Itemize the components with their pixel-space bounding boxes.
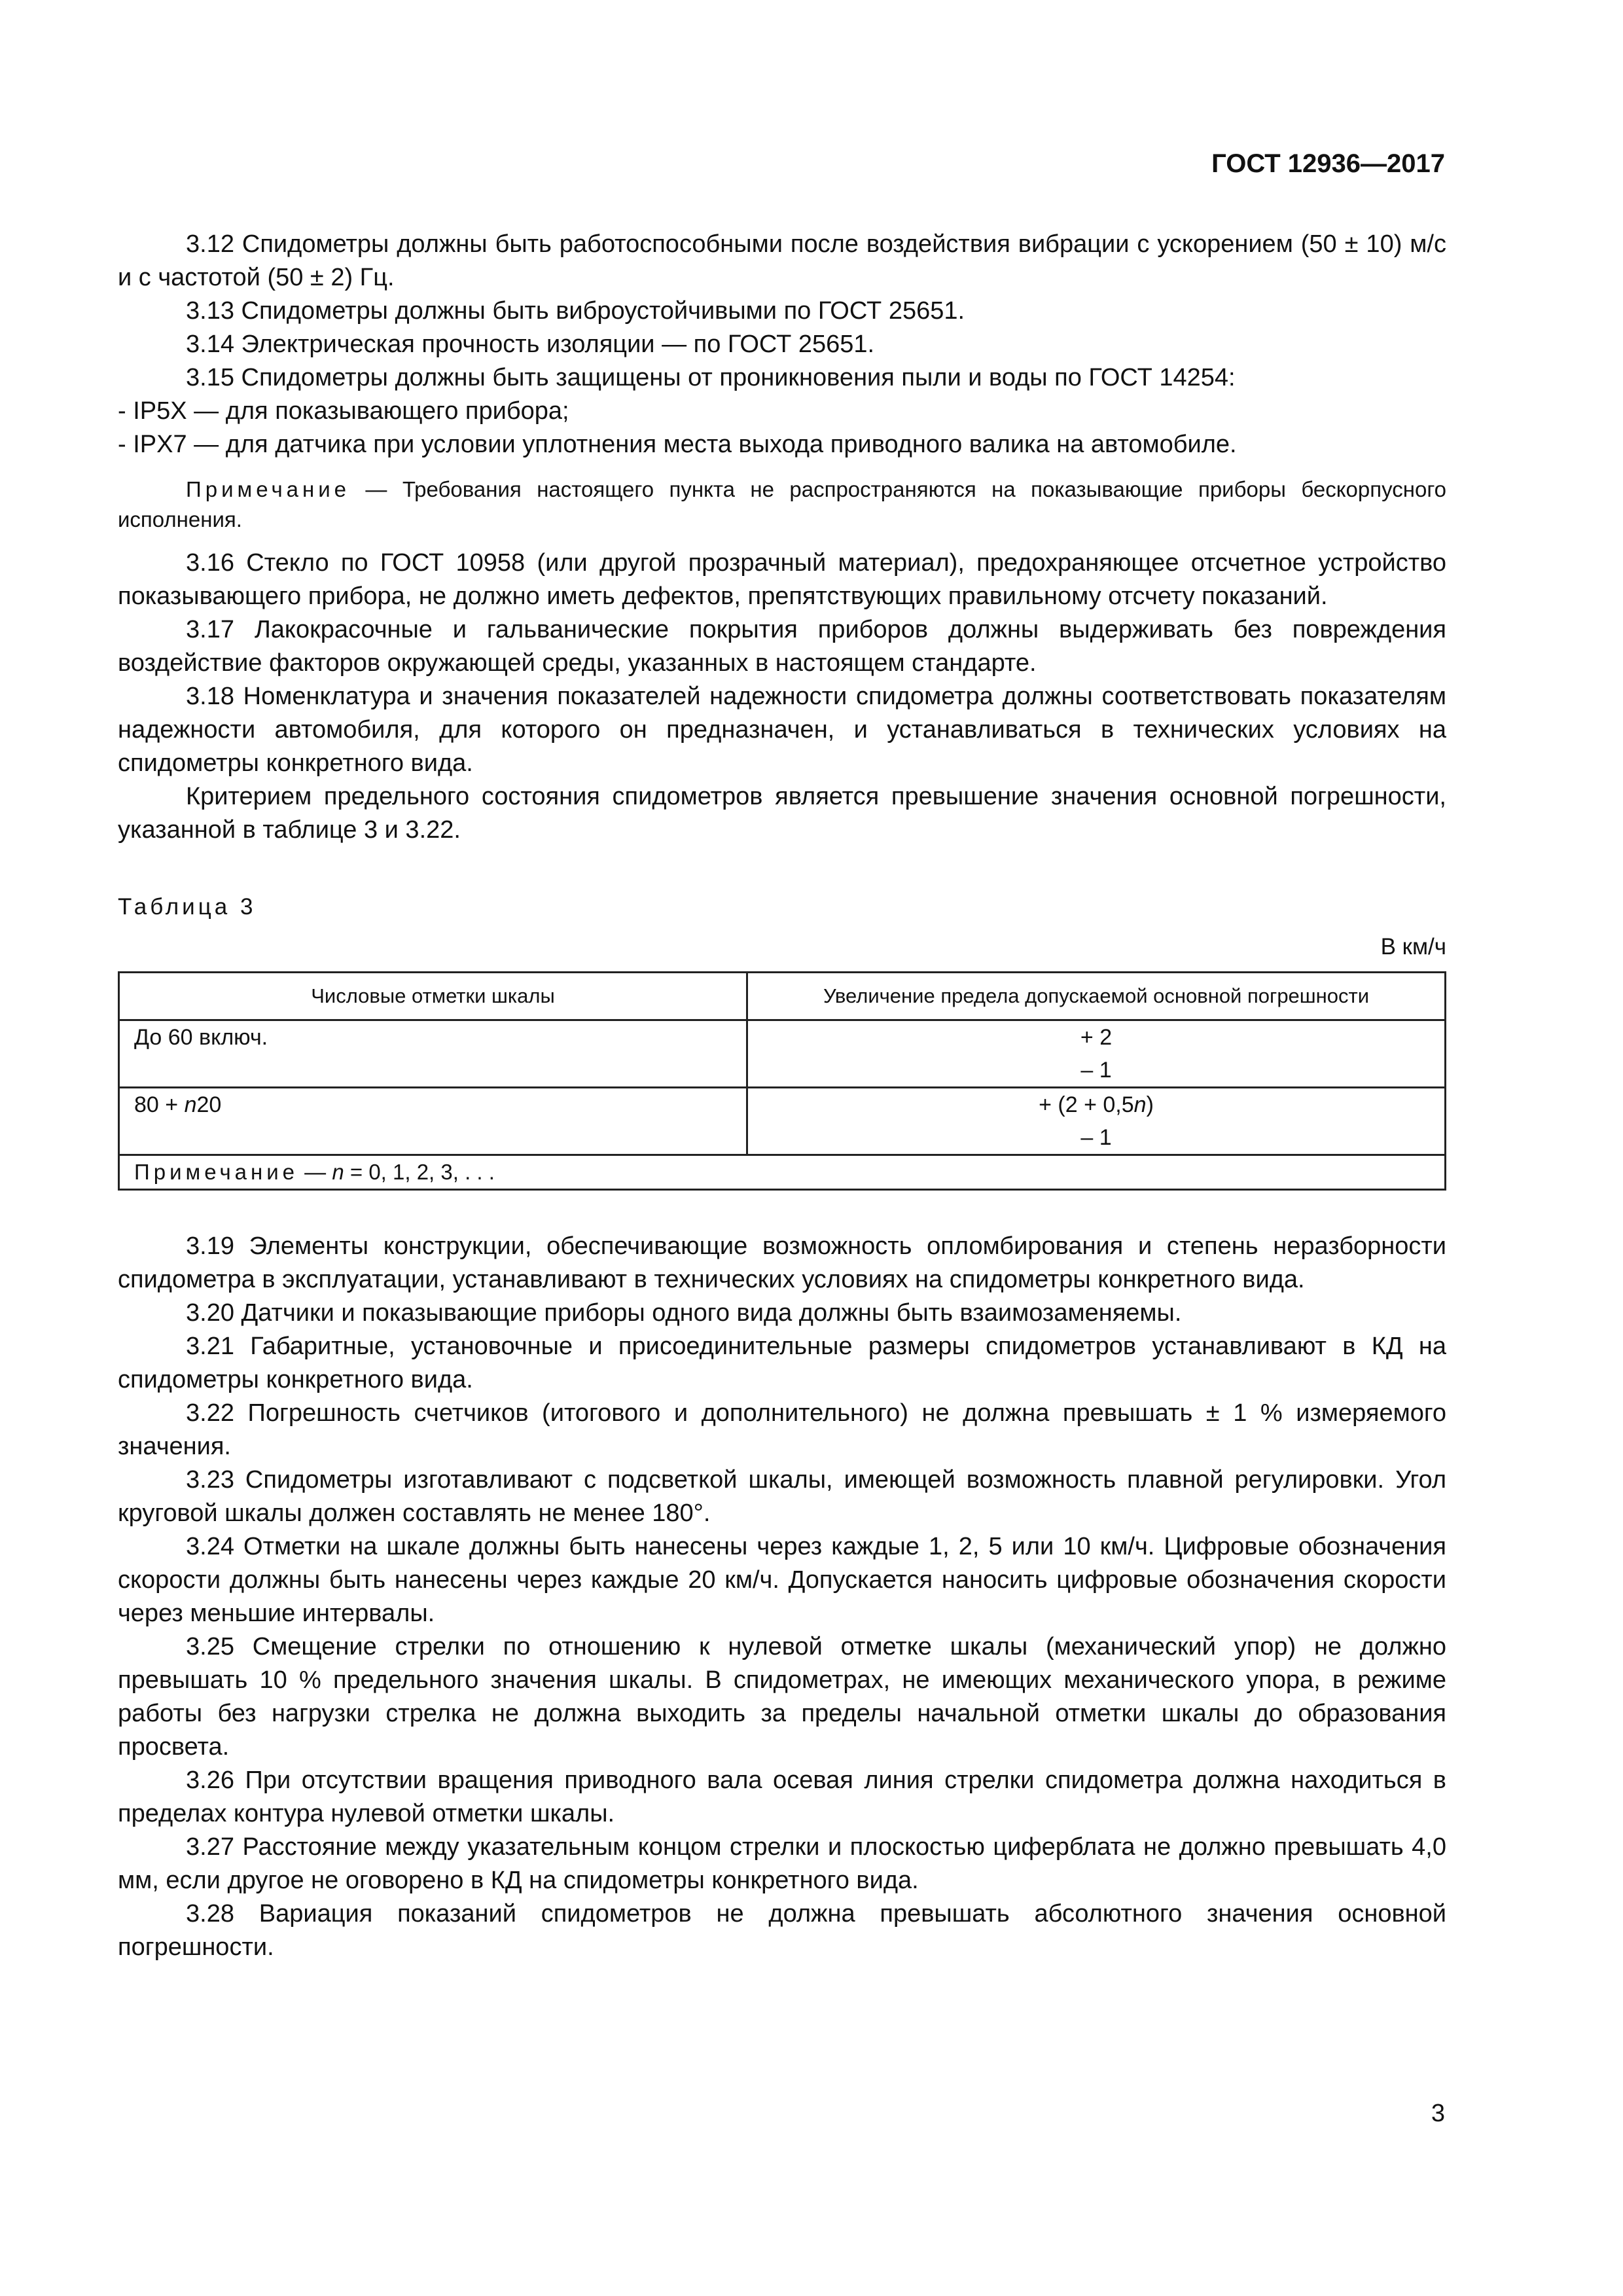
error-upper: + 2 bbox=[1080, 1025, 1113, 1050]
clause-3-21: 3.21 Габаритные, установочные и присоединительные размеры спидометров устанавливают в КД на спидометры конкретного вида. bbox=[118, 1333, 1446, 1393]
error-upper-variable: n bbox=[1133, 1092, 1147, 1117]
table-cell-error bbox=[747, 1020, 1446, 1088]
error-upper bbox=[762, 1088, 1430, 1121]
list-item-ip5x: - IP5X — для показывающего прибора; bbox=[118, 397, 569, 425]
clause-3-25: 3.25 Смещение стрелки по отношению к нулевой отметке шкалы (механический упор) не должно превышать 10 % предельного значения шкалы. В спидометрах, не имеющих механического упора, в режиме работы без нагрузки стрелка не должна выходить за пределы начальной отметки шкалы до образования просвета. bbox=[118, 1633, 1446, 1761]
list-item-ipx7: - IPX7 — для датчика при условии уплотнения места выхода приводного валика на автомобиле. bbox=[118, 431, 1237, 458]
error-lower: – 1 bbox=[1080, 1058, 1112, 1083]
clauses-after-table bbox=[118, 1230, 1446, 1964]
clause-3-15: 3.15 Спидометры должны быть защищены от проникновения пыли и воды по ГОСТ 14254: bbox=[186, 364, 1236, 391]
error-upper-prefix: + (2 + 0,5 bbox=[1039, 1092, 1134, 1117]
clause-3-23: 3.23 Спидометры изготавливают с подсветкой шкалы, имеющей возможность плавной регулировки. Угол круговой шкалы должен составлять не менее 180°. bbox=[118, 1466, 1446, 1527]
column-header-error: Увеличение предела допускаемой основной погрешности bbox=[747, 973, 1446, 1020]
clause-3-22: 3.22 Погрешность счетчиков (итогового и дополнительного) не должна превышать ± 1 % измеряемого значения. bbox=[118, 1399, 1446, 1460]
clause-3-19: 3.19 Элементы конструкции, обеспечивающие возможность опломбирования и степень неразборности спидометра в эксплуатации, устанавливают в технических условиях на спидометры конкретного вида. bbox=[118, 1232, 1446, 1293]
error-lower: – 1 bbox=[1080, 1125, 1112, 1150]
clause-3-13: 3.13 Спидометры должны быть виброустойчивыми по ГОСТ 25651. bbox=[186, 297, 965, 325]
table-row bbox=[119, 1088, 1446, 1155]
table-unit: В км/ч bbox=[1380, 934, 1446, 960]
clause-3-14: 3.14 Электрическая прочность изоляции — по ГОСТ 25651. bbox=[186, 331, 875, 358]
table-note bbox=[119, 1155, 1446, 1190]
clause-3-12: 3.12 Спидометры должны быть работоспособными после воздействия вибрации с ускорением (50 ± 10) м/с и с частотой (50 ± 2) Гц. bbox=[118, 230, 1446, 291]
table-note-row bbox=[119, 1155, 1446, 1190]
table-caption: Таблица 3 bbox=[118, 894, 257, 920]
error-upper-suffix: ) bbox=[1146, 1092, 1154, 1117]
note-label: Примечание bbox=[186, 477, 351, 501]
scale-variable: n bbox=[184, 1092, 197, 1117]
table-cell-scale bbox=[119, 1088, 747, 1155]
clause-3-20: 3.20 Датчики и показывающие приборы одного вида должны быть взаимозаменяемы. bbox=[186, 1299, 1182, 1327]
clause-3-27: 3.27 Расстояние между указательным концом стрелки и плоскостью циферблата не должно превышать 4,0 мм, если другое не оговорено в КД на спидометры конкретного вида. bbox=[118, 1833, 1446, 1894]
column-header-scale: Числовые отметки шкалы bbox=[119, 973, 747, 1020]
failure-criterion: Критерием предельного состояния спидометров является превышение значения основной погрешности, указанной в таблице 3 и 3.22. bbox=[118, 783, 1446, 844]
table-note-variable: n bbox=[332, 1160, 344, 1184]
scale-suffix: 20 bbox=[196, 1092, 222, 1117]
error-table bbox=[118, 971, 1446, 1191]
clause-3-24: 3.24 Отметки на шкале должны быть нанесены через каждые 1, 2, 5 или 10 км/ч. Цифровые обозначения скорости должны быть нанесены через каждые 20 км/ч. Допускается наносить цифровые обозначения скорости через меньшие интервалы. bbox=[118, 1533, 1446, 1627]
standard-designation: ГОСТ 12936—2017 bbox=[1211, 149, 1445, 178]
clause-3-18: 3.18 Номенклатура и значения показателей надежности спидометра должны соответствовать показателям надежности автомобиля, для которого он предназначен, и устанавливаться в технических условиях на спидометры конкретного вида. bbox=[118, 683, 1446, 777]
table-note-text: = 0, 1, 2, 3, . . . bbox=[344, 1160, 495, 1184]
clause-3-28: 3.28 Вариация показаний спидометров не должна превышать абсолютного значения основной погрешности. bbox=[118, 1900, 1446, 1961]
table-cell-scale: До 60 включ. bbox=[119, 1020, 747, 1088]
clause-3-17: 3.17 Лакокрасочные и гальванические покрытия приборов должны выдерживать без повреждения воздействие факторов окружающей среды, указанных в настоящем стандарте. bbox=[118, 616, 1446, 677]
page-number: 3 bbox=[1431, 2100, 1445, 2127]
note-clause-3-15 bbox=[118, 475, 1446, 535]
table-cell-error bbox=[747, 1088, 1446, 1155]
clause-3-16: 3.16 Стекло по ГОСТ 10958 (или другой прозрачный материал), предохраняющее отсчетное устройство показывающего прибора, не должно иметь дефектов, препятствующих правильному отсчету показаний. bbox=[118, 549, 1446, 610]
clause-3-26: 3.26 При отсутствии вращения приводного вала осевая линия стрелки спидометра должна находиться в пределах контура нулевой отметки шкалы. bbox=[118, 1767, 1446, 1827]
scale-prefix: 80 + bbox=[134, 1092, 185, 1117]
table-note-label: Примечание bbox=[134, 1160, 299, 1184]
table-note-dash: — bbox=[298, 1160, 332, 1184]
table-row bbox=[119, 1020, 1446, 1088]
table-header-row bbox=[119, 973, 1446, 1020]
note-text: — Требования настоящего пункта не распространяются на показывающие приборы бескорпусного исполнения. bbox=[118, 477, 1446, 531]
document-body bbox=[118, 228, 1446, 1964]
